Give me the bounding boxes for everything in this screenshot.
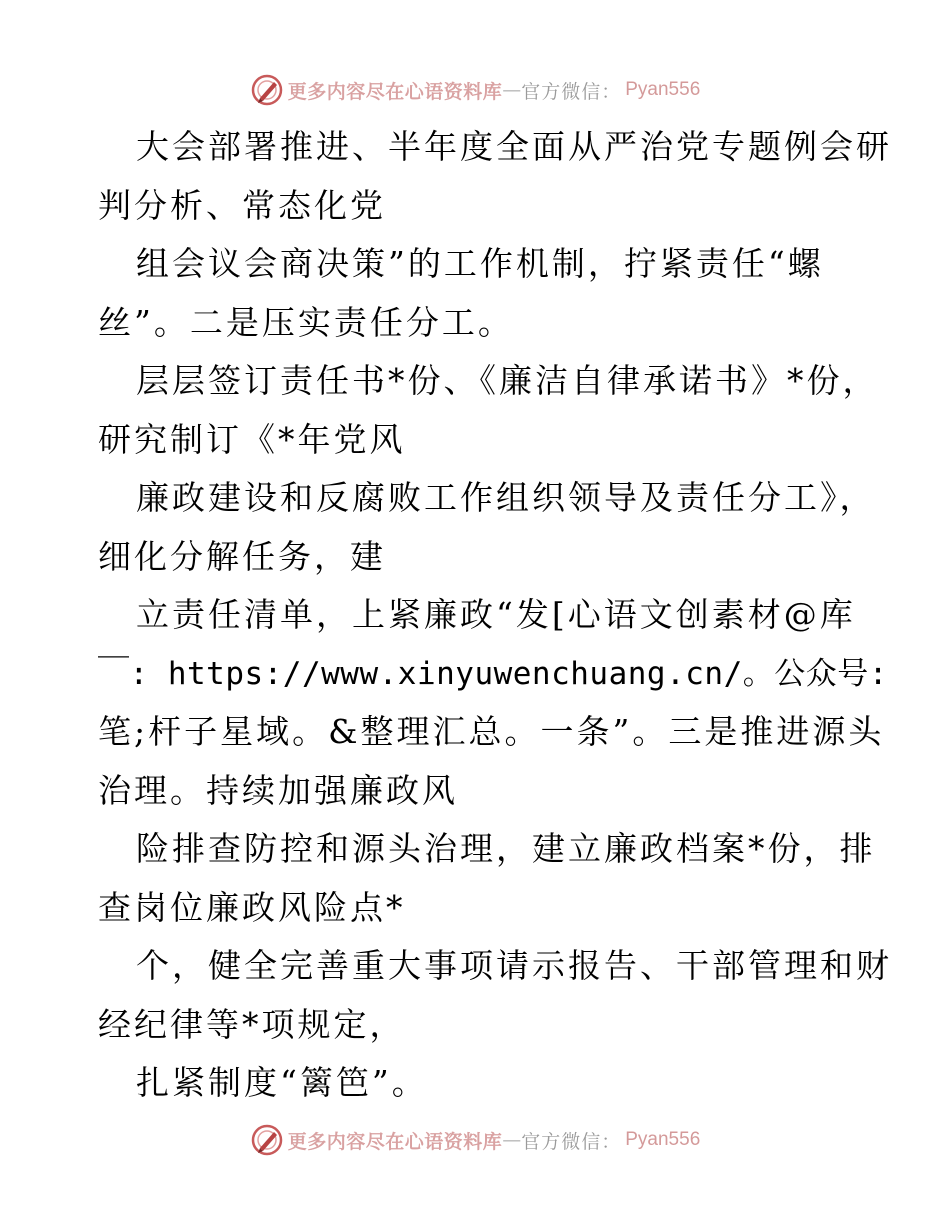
text-line: 丝”。二是压实责任分工。 (98, 302, 514, 342)
text-line: 个，健全完善重大事项请示报告、干部管理和财 (136, 946, 892, 985)
text-line: 研究制订《*年党风 (98, 419, 406, 459)
text-line: 细化分解任务，建 (98, 536, 386, 576)
text-line: 经纪律等*项规定， (98, 1004, 406, 1044)
text-line-url: ￣: https://www.xinyuwenchuang.cn/。公众号: (98, 655, 888, 692)
text-line: 层层签订责任书*份、《廉洁自律承诺书》*份， (136, 361, 879, 400)
footer-watermark (0, 1120, 950, 1160)
header-watermark (0, 70, 950, 110)
text-line: 廉政建设和反腐败工作组织领导及责任分工》， (136, 478, 876, 517)
pen-logo-icon (250, 1123, 284, 1157)
document-body (98, 118, 892, 1113)
watermark-official-label: 官方微信： (521, 80, 622, 103)
text-line: 组会议会商决策”的工作机制，拧紧责任“螺 (136, 244, 824, 283)
watermark-official-label: 官方微信： (521, 1130, 622, 1153)
watermark-wechat-id: Pyan556 (625, 79, 701, 100)
text-line: 治理。持续加强廉政风 (98, 770, 458, 810)
text-line: 查岗位廉政风险点* (98, 887, 406, 927)
watermark-wechat-id: Pyan556 (625, 1129, 701, 1150)
watermark-separator: — (502, 1129, 522, 1151)
pen-logo-icon (250, 73, 284, 107)
watermark-brand: 更多内容尽在心语资料库 (287, 1130, 503, 1153)
watermark-brand: 更多内容尽在心语资料库 (287, 80, 503, 103)
text-line: 大会部署推进、半年度全面从严治党专题例会研 (136, 127, 892, 166)
text-line: 扎紧制度“篱笆”。 (136, 1063, 428, 1102)
text-line: 笔;杆子星域。&整理汇总。一条”。三是推进源头 (98, 712, 885, 751)
text-line: 判分析、常态化党 (98, 185, 386, 225)
watermark-separator: — (502, 79, 522, 101)
text-line: 立责任清单，上紧廉政“发[心语文创素材@库 (136, 595, 856, 634)
text-line: 险排查防控和源头治理，建立廉政档案*份，排 (136, 829, 876, 868)
